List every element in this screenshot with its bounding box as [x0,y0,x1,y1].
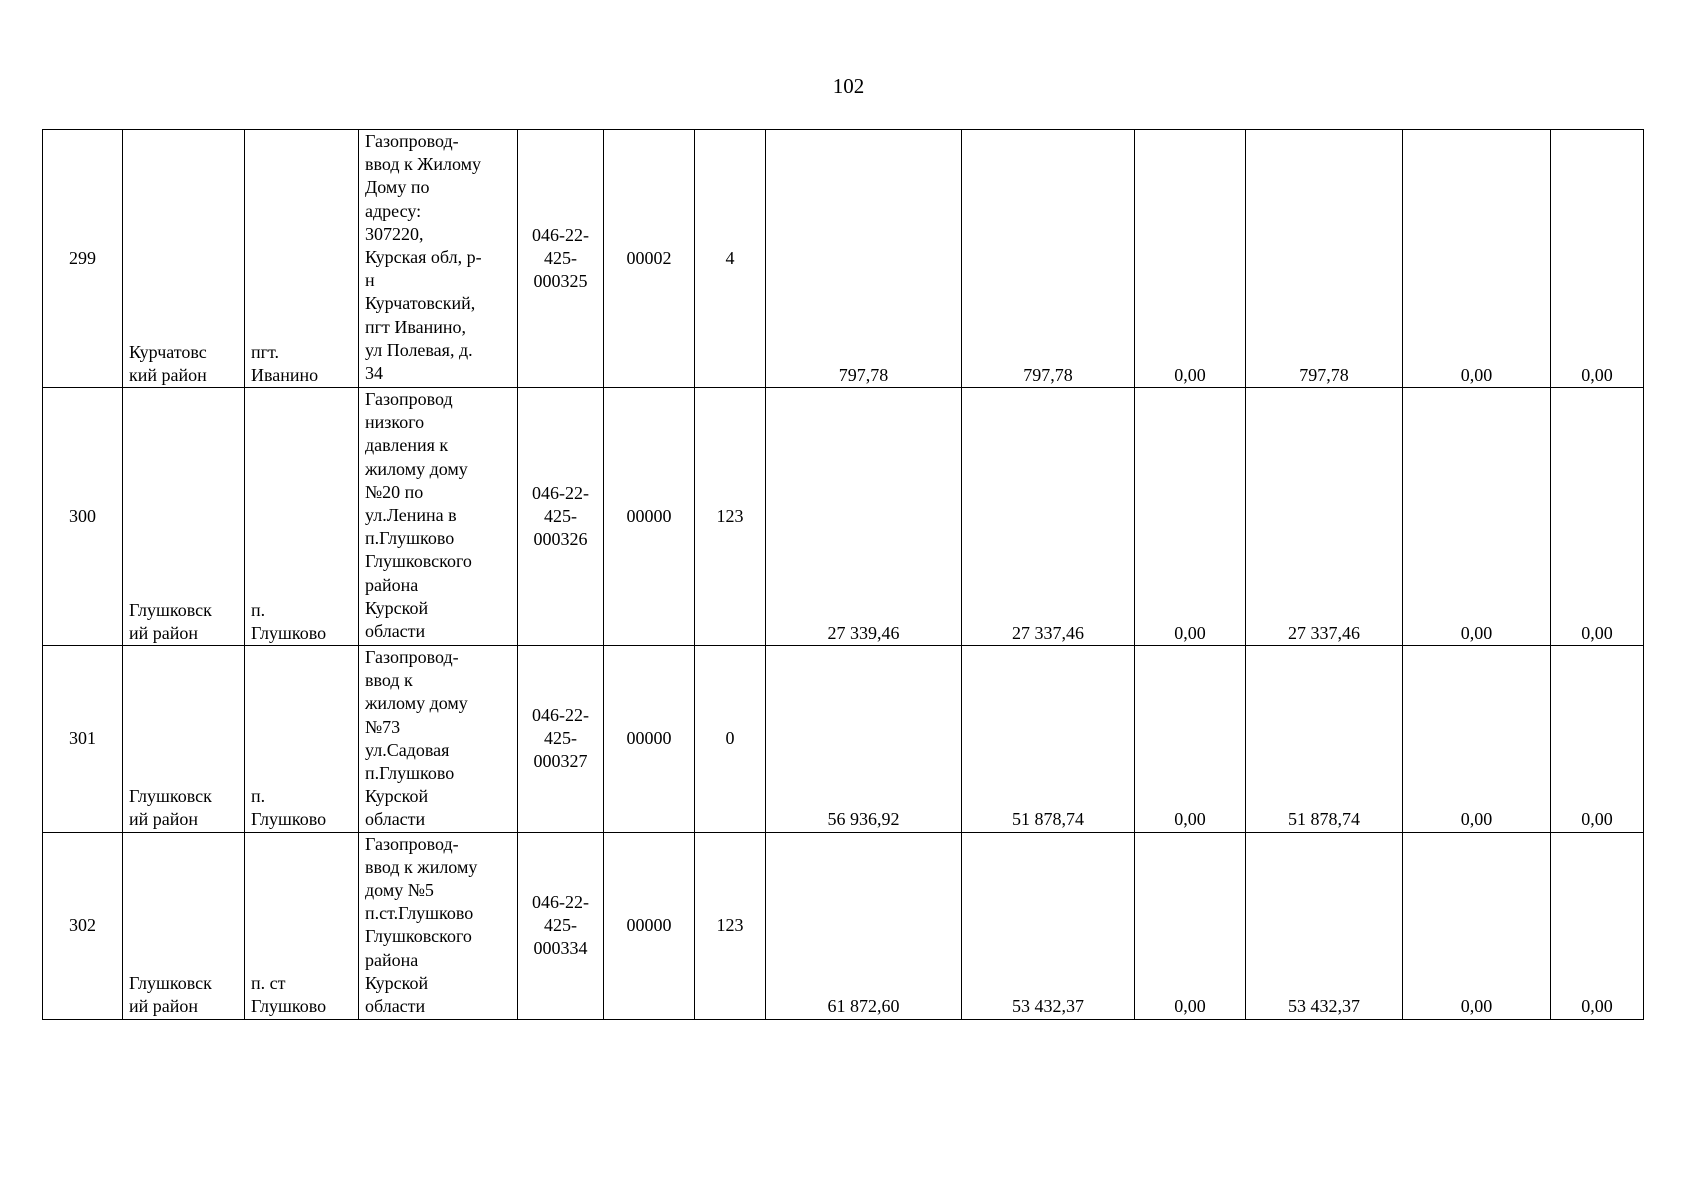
locality-cell [245,388,359,646]
row-number: 302 [69,915,96,936]
amount-5: 0,00 [1460,996,1493,1017]
amount-cell-5 [1403,832,1551,1019]
object-cell [359,388,518,646]
registry-code: 046-22- 425- 000327 [532,705,589,772]
account-cell [604,130,695,388]
district-cell [123,130,245,388]
amount-3: 0,00 [1174,364,1206,385]
amount-3: 0,00 [1174,622,1206,643]
code-cell [518,832,604,1019]
amount-cell-3 [1135,130,1246,388]
amount-2: 27 337,46 [1012,622,1084,643]
locality: п. Глушково [251,786,327,830]
amount-cell-4 [1246,130,1403,388]
district-cell [123,388,245,646]
locality: п. ст Глушково [251,973,327,1017]
quantity: 123 [716,915,744,936]
amount-2: 51 878,74 [1012,809,1084,830]
table-row [43,130,1644,388]
object-description: Газопровод- ввод к жилому дому №73 ул.Садовая п.Глушково Курской области [365,647,468,830]
amount-cell-4 [1246,388,1403,646]
amount-cell-2 [962,832,1135,1019]
amount-1: 27 339,46 [827,622,900,643]
locality-cell [245,832,359,1019]
object-cell [359,130,518,388]
amount-6: 0,00 [1581,622,1613,643]
row-number-cell [43,388,123,646]
object-description: Газопровод- ввод к Жилому Дому по адресу: 307220, Курская обл, р- н Курчатовский, пгт Иванино, ул Полевая, д. 34 [365,131,482,384]
table-row [43,832,1644,1019]
amount-cell-4 [1246,832,1403,1019]
district-cell [123,832,245,1019]
district-cell [123,646,245,833]
quantity: 0 [725,728,735,749]
registry-code: 046-22- 425- 000326 [532,482,589,550]
amount-4: 27 337,46 [1288,622,1360,643]
quantity-cell [695,832,766,1019]
asset-register-table [42,129,1644,1020]
row-number: 299 [69,247,96,268]
account-cell [604,388,695,646]
amount-2: 797,78 [1023,364,1073,385]
row-number-cell [43,646,123,833]
row-number: 300 [69,505,96,526]
amount-6: 0,00 [1581,809,1613,830]
district: Глушковск ий район [129,973,212,1017]
account-code: 00000 [626,505,672,526]
amount-cell-1 [766,388,962,646]
row-number-cell [43,832,123,1019]
table-row [43,388,1644,646]
locality-cell [245,130,359,388]
amount-6: 0,00 [1581,996,1613,1017]
amount-2: 53 432,37 [1012,996,1084,1017]
amount-cell-6 [1551,832,1644,1019]
quantity: 123 [716,505,744,526]
quantity-cell [695,388,766,646]
quantity-cell [695,646,766,833]
account-cell [604,832,695,1019]
amount-3: 0,00 [1174,996,1206,1017]
amount-5: 0,00 [1460,809,1493,830]
locality: пгт. Иванино [251,341,319,385]
amount-cell-6 [1551,388,1644,646]
district: Курчатовс кий район [129,341,207,385]
amount-cell-1 [766,646,962,833]
amount-cell-6 [1551,130,1644,388]
code-cell [518,388,604,646]
account-code: 00000 [626,915,672,936]
amount-4: 51 878,74 [1288,809,1360,830]
locality: п. Глушково [251,599,327,643]
amount-cell-2 [962,388,1135,646]
row-number-cell [43,130,123,388]
page-number: 102 [832,74,865,98]
row-number: 301 [69,728,96,749]
amount-cell-3 [1135,832,1246,1019]
registry-code: 046-22- 425- 000334 [532,891,589,959]
quantity-cell [695,130,766,388]
district: Глушковск ий район [129,786,212,830]
amount-cell-5 [1403,646,1551,833]
amount-cell-1 [766,130,962,388]
amount-cell-3 [1135,388,1246,646]
locality-cell [245,646,359,833]
account-code: 00002 [626,247,672,268]
object-cell [359,832,518,1019]
amount-cell-5 [1403,388,1551,646]
amount-cell-1 [766,832,962,1019]
object-description: Газопровод низкого давления к жилому дому №20 по ул.Ленина в п.Глушково Глушковского района Курской области [365,389,472,642]
amount-1: 61 872,60 [827,996,900,1017]
amount-5: 0,00 [1460,364,1493,385]
amount-4: 53 432,37 [1288,996,1360,1017]
amount-cell-6 [1551,646,1644,833]
amount-cell-5 [1403,130,1551,388]
account-code: 00000 [626,728,672,749]
table-row [43,646,1644,833]
district: Глушковск ий район [129,599,212,643]
amount-1: 56 936,92 [827,809,900,830]
object-cell [359,646,518,833]
amount-3: 0,00 [1174,809,1206,830]
quantity: 4 [725,247,735,268]
amount-cell-3 [1135,646,1246,833]
amount-1: 797,78 [838,364,889,385]
object-description: Газопровод- ввод к жилому дому №5 п.ст.Глушково Глушковского района Курской области [365,833,478,1017]
amount-6: 0,00 [1581,364,1613,385]
account-cell [604,646,695,833]
code-cell [518,130,604,388]
registry-code: 046-22- 425- 000325 [532,224,589,292]
amount-cell-2 [962,646,1135,833]
amount-4: 797,78 [1299,364,1349,385]
code-cell [518,646,604,833]
amount-cell-4 [1246,646,1403,833]
amount-5: 0,00 [1460,622,1493,643]
amount-cell-2 [962,130,1135,388]
